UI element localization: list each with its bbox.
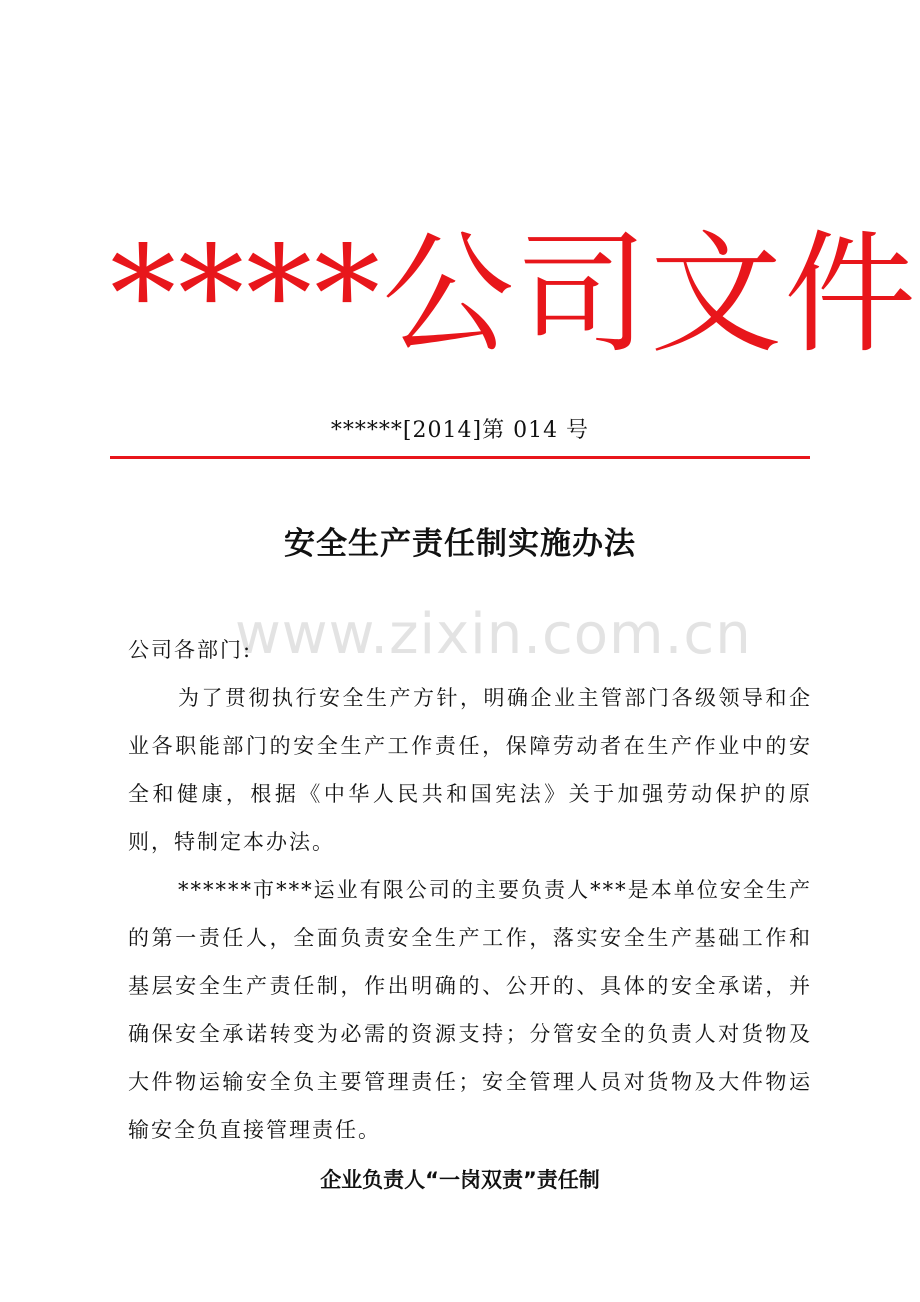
watermark: www.zixin.com.cn (235, 602, 752, 667)
salutation: 公司各部门: (128, 638, 253, 662)
document-number: ******[2014]第 014 号 (330, 418, 590, 443)
section-heading: 企业负责人“一岗双责”责任制 (320, 1168, 600, 1192)
paragraph-purpose: 为了贯彻执行安全生产方针，明确企业主管部门各级领导和企业各职能部门的安全生产工作责任，保障劳动者在生产作业中的安全和健康，根据《中华人民共和国宪法》关于加强劳动保护的原则，特制定本办法。 (128, 686, 812, 854)
document-header-title: ****公司文件 (110, 218, 918, 372)
header-divider (110, 456, 810, 459)
document-title: 安全生产责任制实施办法 (284, 526, 636, 562)
paragraph-responsibility: ******市***运业有限公司的主要负责人***是本单位安全生产的第一责任人，全面负责安全生产工作，落实安全生产基础工作和基层安全生产责任制，作出明确的、公开的、具体的安全承诺，并确保安全承诺转变为必需的资源支持；分管安全的负责人对货物及大件物运输安全负主要管理责任；安全管理人员对货物及大件物运输安全负直接管理责任。 (128, 878, 812, 1142)
